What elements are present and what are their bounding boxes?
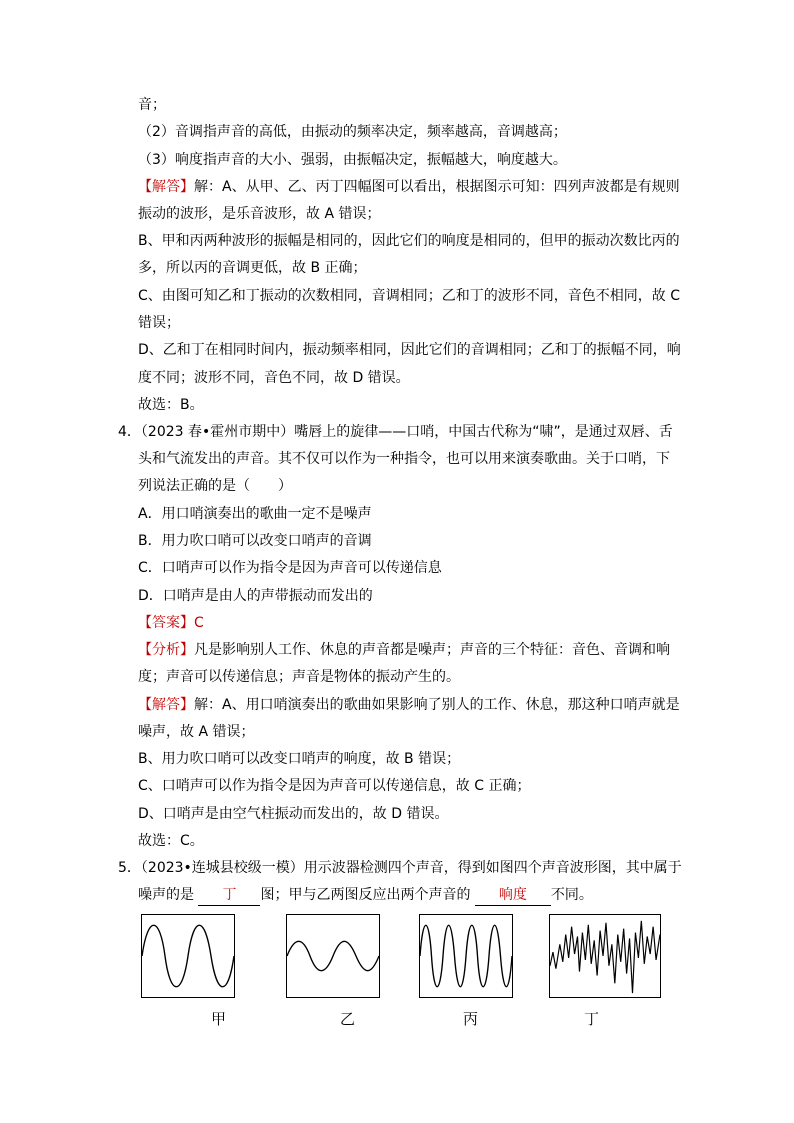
question-stem: 5．（2023•连城县校级一模）用示波器检测四个声音，得到如图四个声音波形图，其中属于 bbox=[118, 860, 682, 876]
caption-ding: 丁 bbox=[584, 1010, 600, 1028]
caption-yi: 乙 bbox=[340, 1010, 356, 1028]
text-line: 错误； bbox=[138, 315, 180, 331]
waveform-jia bbox=[141, 914, 235, 998]
sine-wave-icon bbox=[287, 915, 379, 997]
text-line: D、乙和丁在相同时间内，振动频率相同，因此它们的音调相同；乙和丁的振幅不同，响 bbox=[138, 342, 681, 358]
text-line: 噪声，故 A 错误； bbox=[138, 724, 255, 740]
solution-tag: 【解答】 bbox=[138, 697, 194, 713]
option-b: B．用力吹口哨可以改变口哨声的音调 bbox=[138, 533, 372, 549]
waveform-yi bbox=[286, 914, 380, 998]
waveform-ding bbox=[549, 914, 661, 998]
text-line: （3）响度指声音的大小、强弱，由振幅决定，振幅越大，响度越大。 bbox=[138, 152, 567, 168]
text-line: 振动的波形，是乐音波形，故 A 错误； bbox=[138, 206, 381, 222]
question-stem: 4．（2023 春•霍州市期中）嘴唇上的旋律——口哨，中国古代称为“啸”，是通过双唇、舌 bbox=[118, 424, 673, 440]
question-stem: 列说法正确的是（ ） bbox=[138, 478, 292, 494]
text-line: D、口哨声是由空气柱振动而发出的，故 D 错误。 bbox=[138, 806, 449, 822]
solution-tag: 【解答】 bbox=[138, 179, 194, 195]
answer-blank: 丁 bbox=[198, 885, 260, 906]
text-line: B、甲和丙两种波形的振幅是相同的，因此它们的响度是相同的，但甲的振动次数比丙的 bbox=[138, 233, 680, 249]
caption-bing: 丙 bbox=[463, 1010, 479, 1028]
option-c: C．口哨声可以作为指令是因为声音可以传递信息 bbox=[138, 560, 442, 576]
answer-line bbox=[138, 613, 204, 633]
text-line: 度；声音可以传递信息；声音是物体的振动产生的。 bbox=[138, 669, 460, 685]
noise-wave-icon bbox=[550, 915, 660, 997]
text-line: C、口哨声可以作为指令是因为声音可以传递信息，故 C 正确； bbox=[138, 778, 531, 794]
solution-line: 【解答】解：A、从甲、乙、丙丁四幅图可以看出，根据图示可知：四列声波都是有规则 bbox=[138, 179, 680, 195]
text-line: 音； bbox=[138, 97, 166, 113]
option-d: D．口哨声是由人的声带振动而发出的 bbox=[138, 588, 373, 604]
answer-blank: 响度 bbox=[475, 885, 551, 906]
question-stem: 噪声的是 丁 图；甲与乙两图反应出两个声音的 响度 不同。 bbox=[138, 885, 593, 906]
solution-line: 【解答】解：A、用口哨演奏出的歌曲如果影响了别人的工作、休息，那这种口哨声就是 bbox=[138, 697, 680, 713]
answer-tag: 【答案】 bbox=[138, 615, 194, 631]
analysis-line: 【分析】凡是影响别人工作、休息的声音都是噪声；声音的三个特征：音色、音调和响 bbox=[138, 642, 670, 658]
waveform-bing bbox=[419, 914, 513, 998]
text-line: B、用力吹口哨可以改变口哨声的响度，故 B 错误； bbox=[138, 751, 461, 767]
option-a: A．用口哨演奏出的歌曲一定不是噪声 bbox=[138, 506, 372, 522]
question-stem: 头和气流发出的声音。其不仅可以作为一种指令，也可以用来演奏歌曲。关于口哨，下 bbox=[138, 451, 670, 467]
choice-line: 故选：C。 bbox=[138, 833, 204, 849]
text-line: 多，所以丙的音调更低，故 B 正确； bbox=[138, 260, 367, 276]
caption-jia: 甲 bbox=[211, 1010, 227, 1028]
answer-value: C bbox=[194, 615, 204, 631]
text-line: C、由图可知乙和丁振动的次数相同，音调相同；乙和丁的波形不同，音色不相同，故 C bbox=[138, 288, 680, 304]
analysis-tag: 【分析】 bbox=[138, 642, 194, 658]
text-line: 度不同；波形不同，音色不同，故 D 错误。 bbox=[138, 370, 410, 386]
sine-wave-icon bbox=[142, 915, 234, 997]
text-line: （2）音调指声音的高低，由振动的频率决定，频率越高，音调越高； bbox=[138, 124, 567, 140]
choice-line: 故选：B。 bbox=[138, 397, 204, 413]
sine-wave-icon bbox=[420, 915, 512, 997]
